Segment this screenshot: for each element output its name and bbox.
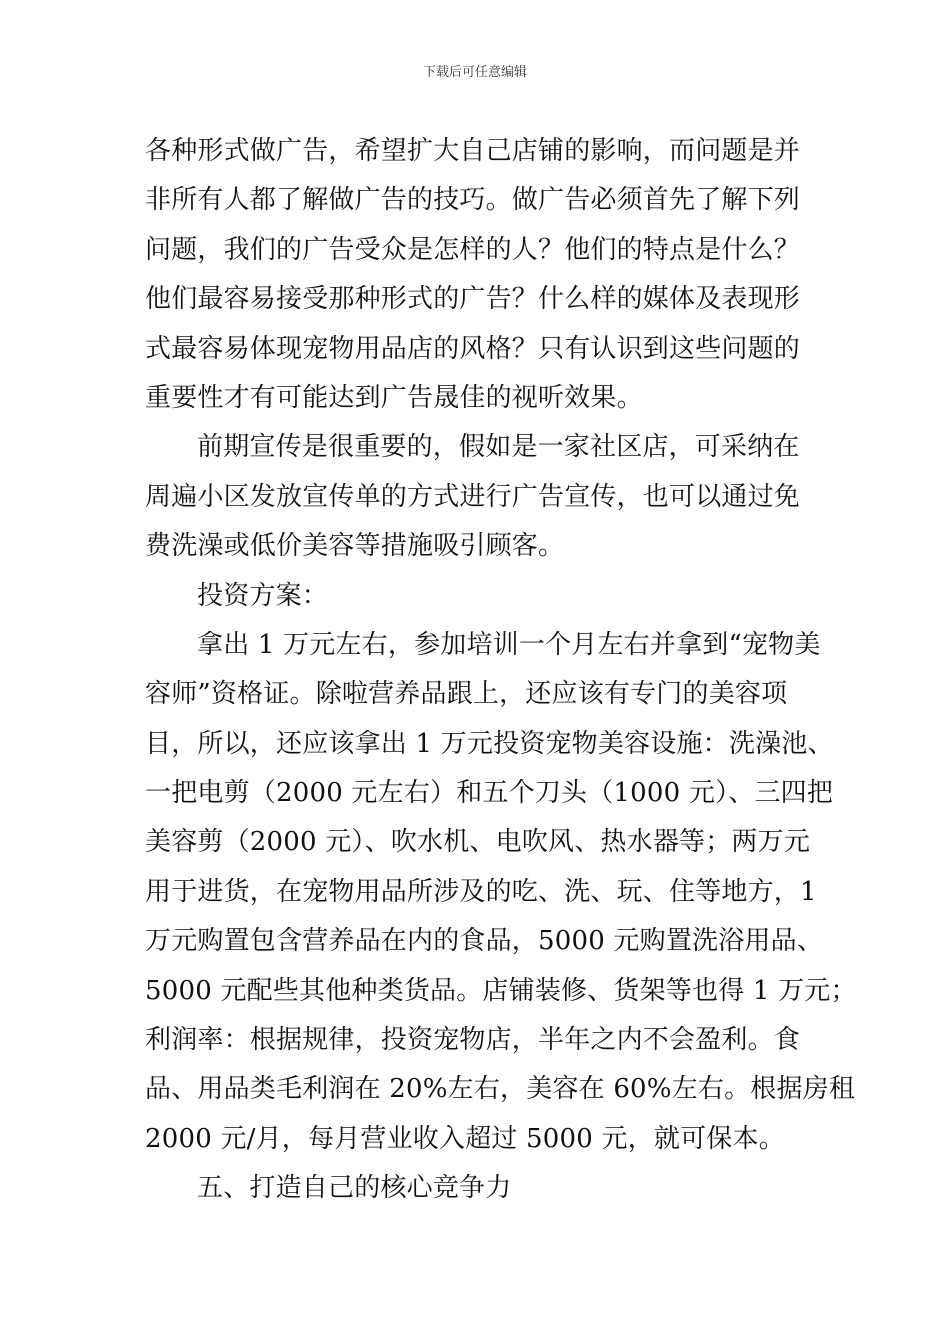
section-label: 投资方案：: [197, 580, 329, 611]
text-line: 费洗澡或低价美容等措施吸引顾客。: [145, 531, 565, 562]
text-line: 周遍小区发放宣传单的方式进行广告宣传，也可以通过免: [145, 481, 801, 512]
text-line: 2000 元/月，每月营业收入超过 5000 元，就可保本。: [145, 1123, 785, 1154]
text-line: 各种形式做广告，希望扩大自己店铺的影响，而问题是并: [145, 136, 801, 166]
text-line: 非所有人都了解做广告的技巧。做广告必须首先了解下列: [145, 185, 801, 216]
paragraph-start-line: 前期宣传是很重要的，假如是一家社区店，可采纳在: [197, 432, 800, 463]
text-line: 美容剪（2000 元）、吹水机、电吹风、热水器等；两万元: [145, 827, 811, 858]
text-line: 他们最容易接受那种形式的广告？什么样的媒体及表现形: [145, 284, 801, 315]
text-line: 一把电剪（2000 元左右）和五个刀头（1000 元）、三四把: [145, 778, 834, 809]
text-line: 品、用品类毛利润在 20%左右，美容在 60%左右。根据房租: [145, 1074, 856, 1105]
text-line: 万元购置包含营养品在内的食品，5000 元购置洗浴用品、: [145, 926, 824, 957]
text-line: 目，所以，还应该拿出 1 万元投资宠物美容设施：洗澡池、: [145, 728, 834, 759]
paragraph-start-line: 拿出 1 万元左右，参加培训一个月左右并拿到“宠物美: [197, 629, 821, 660]
section-heading: 五、打造自己的核心竞争力: [197, 1173, 512, 1204]
text-line: 用于进货，在宠物用品所涉及的吃、洗、玩、住等地方，1: [145, 876, 817, 907]
text-line: 5000 元配些其他种类货品。店铺装修、货架等也得 1 万元；: [145, 975, 857, 1006]
document-body: [145, 127, 857, 1214]
text-line: 问题，我们的广告受众是怎样的人？他们的特点是什么？: [145, 234, 801, 265]
text-line: 式最容易体现宠物用品店的风格？只有认识到这些问题的: [145, 333, 801, 364]
text-line: 重要性才有可能达到广告晟佳的视听效果。: [145, 382, 643, 413]
text-line: 利润率：根据规律，投资宠物店，半年之内不会盈利。食: [145, 1025, 801, 1056]
text-line: 容师”资格证。除啦营养品跟上，还应该有专门的美容项: [145, 679, 788, 710]
page-header: 下载后可任意编辑: [422, 65, 527, 80]
